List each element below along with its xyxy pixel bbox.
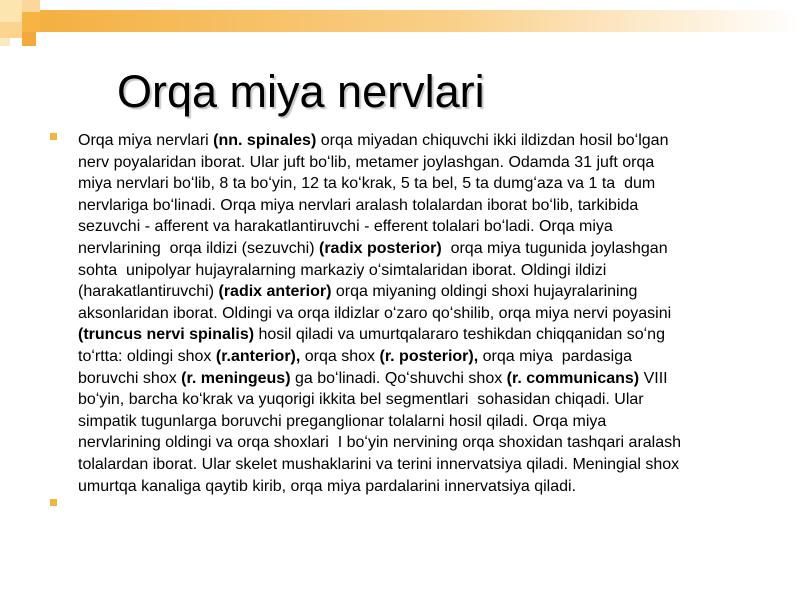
bullet-marker-empty bbox=[50, 499, 57, 506]
latin-term: (nn. spinales) bbox=[213, 132, 317, 149]
text-segment: VIII bbox=[639, 369, 668, 387]
text-segment: aksonlaridan iborat. Oldingi va orqa ildizlar oʻzaro qoʻshilib, orqa miya nervi poyasini bbox=[78, 304, 672, 322]
text-segment: orqa miyaning oldingi shoxi hujayralarining bbox=[331, 283, 638, 301]
text-line bbox=[78, 432, 768, 454]
text-line bbox=[78, 389, 768, 411]
text-line bbox=[78, 260, 768, 282]
text-segment: nervlarining oldingi va orqa shoxlari I boʻyin nervining orqa shoxidan tashqari aralash bbox=[78, 434, 682, 452]
slide-body-text bbox=[78, 130, 768, 497]
text-segment: (harakatlantiruvchi) bbox=[78, 283, 219, 301]
text-segment: boʻyin, barcha koʻkrak va yuqorigi ikkita bel segmentlari sohasidan chiqadi. Ular bbox=[78, 391, 644, 409]
latin-term: (radix posterior) bbox=[318, 239, 442, 257]
text-segment: hosil qiladi va umurtqalararo teshikdan chiqqanidan soʻng bbox=[254, 326, 665, 344]
slide-title: Orqa miya nervlari bbox=[117, 66, 485, 117]
text-line bbox=[78, 173, 768, 195]
latin-term: (r. communicans) bbox=[506, 369, 640, 387]
text-line bbox=[78, 152, 768, 174]
text-segment: orqa shox bbox=[300, 347, 380, 365]
text-line bbox=[78, 324, 768, 346]
text-line bbox=[78, 303, 768, 325]
text-line bbox=[78, 130, 768, 152]
text-segment: toʻrtta: oldingi shox bbox=[78, 347, 216, 365]
text-segment: tolalardan iborat. Ular skelet mushaklarini va terini innervatsiya qiladi. Meningial shox bbox=[78, 455, 680, 473]
latin-term: (r. meningeus) bbox=[181, 369, 291, 387]
text-segment: nerv poyalaridan iborat. Ular juft boʻlib, metamer joylashgan. Odamda 31 juft orqa bbox=[78, 153, 655, 171]
text-segment: boruvchi shox bbox=[78, 369, 182, 387]
text-segment: sezuvchi - afferent va harakatlantiruvchi - efferent tolalari boʻladi. Orqa miya bbox=[78, 218, 613, 236]
bullet-marker bbox=[50, 133, 57, 140]
latin-term: (truncus nervi spinalis) bbox=[78, 326, 255, 344]
header-decoration bbox=[0, 0, 800, 60]
text-line bbox=[78, 216, 768, 238]
text-segment: orqa miya tugunida joylashgan bbox=[441, 239, 668, 257]
latin-term: (r. posterior), bbox=[379, 347, 479, 365]
text-segment: Orqa miya nervlari bbox=[78, 132, 214, 149]
text-line bbox=[78, 281, 768, 303]
text-segment: orqa miya pardasiga bbox=[478, 347, 633, 365]
latin-term: (radix anterior) bbox=[218, 283, 332, 301]
text-segment: ga boʻlinadi. Qoʻshuvchi shox bbox=[290, 369, 507, 387]
text-line bbox=[78, 346, 768, 368]
text-segment: orqa miyadan chiquvchi ikki ildizdan hosil boʻlgan bbox=[316, 132, 669, 149]
latin-term: (r.anterior), bbox=[215, 347, 301, 365]
text-line bbox=[78, 368, 768, 390]
text-line bbox=[78, 411, 768, 433]
text-segment: nervlarining orqa ildizi (sezuvchi) bbox=[78, 239, 319, 257]
text-segment: umurtqa kanaliga qaytib kirib, orqa miya pardalarini innervatsiya qiladi. bbox=[78, 477, 577, 495]
text-segment: nervlariga boʻlinadi. Orqa miya nervlari aralash tolalardan iborat boʻlib, tarkibida bbox=[78, 196, 639, 214]
text-line bbox=[78, 195, 768, 217]
text-segment: simpatik tugunlarga boruvchi preganglionar tolalarni hosil qiladi. Orqa miya bbox=[78, 412, 607, 430]
text-line bbox=[78, 238, 768, 260]
text-line bbox=[78, 476, 768, 498]
text-segment: sohta unipolyar hujayralarning markaziy oʻsimtalaridan iborat. Oldingi ildizi bbox=[78, 261, 607, 279]
text-segment: miya nervlari boʻlib, 8 ta boʻyin, 12 ta koʻkrak, 5 ta bel, 5 ta dumgʻaza va 1 ta dum bbox=[78, 175, 656, 193]
text-line bbox=[78, 454, 768, 476]
